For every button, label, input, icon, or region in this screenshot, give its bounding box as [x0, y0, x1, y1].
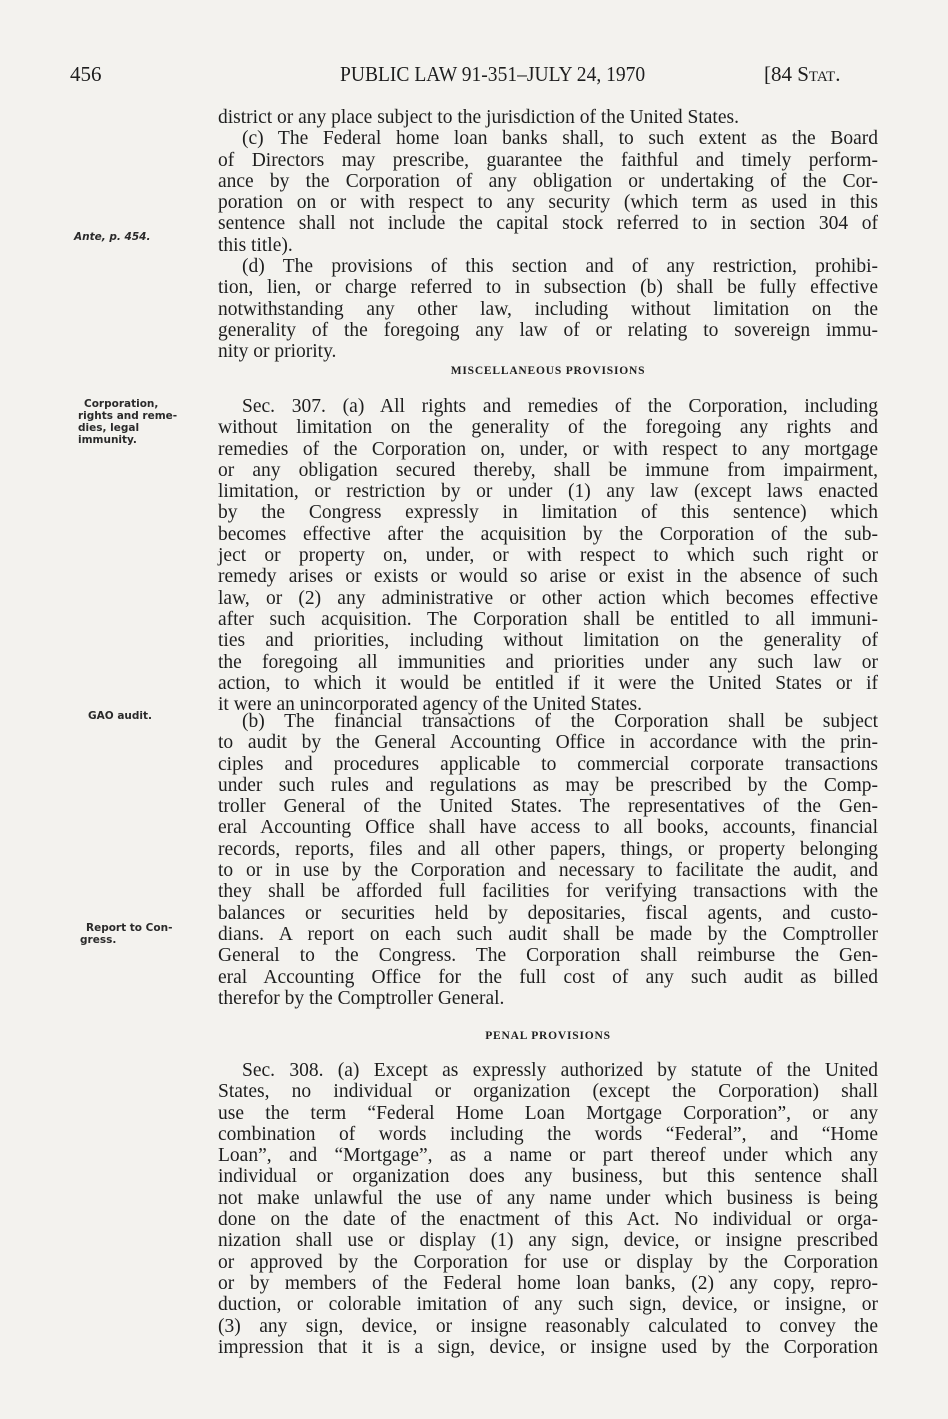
- text-block-sec307b: [218, 711, 878, 1009]
- margin-note-line: Report to Con-: [86, 922, 173, 934]
- text-line: to or in use by the Corporation and necessary to facilitate the audit, and: [218, 860, 878, 882]
- margin-note-line: gress.: [80, 934, 117, 946]
- margin-note-line: rights and reme-: [78, 410, 178, 422]
- text-block-sec307a: [218, 396, 878, 715]
- text-line: by the Congress expressly in limitation of this sentence) which: [218, 502, 878, 524]
- text-line: sentence shall not include the capital stock referred to in section 304 of: [218, 213, 878, 235]
- text-line: law, or (2) any administrative or other action which becomes effective: [218, 587, 878, 609]
- text-line: (3) any sign, device, or insigne reasonably calculated to convey the: [218, 1315, 878, 1337]
- margin-note-report: [80, 922, 172, 946]
- text-line: ties and priorities, including without limitation on the generality of: [218, 630, 878, 652]
- text-line: (c) The Federal home loan banks shall, to such extent as the Board: [242, 128, 878, 150]
- text-line: eral Accounting Office for the full cost of any such audit as billed: [218, 966, 878, 988]
- text-line: records, reports, files and all other papers, things, or property belonging: [218, 838, 878, 860]
- text-line: the foregoing all immunities and priorities under any such law or: [218, 651, 878, 673]
- text-line: under such rules and regulations as may be prescribed by the Comp-: [218, 774, 878, 796]
- text-line: remedy arises or exists or would so arise or exist in the absence of such: [218, 566, 878, 588]
- text-line: to audit by the General Accounting Office in accordance with the prin-: [218, 732, 878, 754]
- text-line: eral Accounting Office shall have access to all books, accounts, financial: [218, 817, 878, 839]
- text-line: of Directors may prescribe, guarantee the faithful and timely perform-: [218, 149, 878, 171]
- text-line: therefor by the Comptroller General.: [218, 987, 505, 1009]
- text-line: poration on or with respect to any security (which term as used in this: [218, 192, 878, 214]
- text-line: combination of words including the words “Federal”, and “Home: [218, 1123, 878, 1145]
- text-line: after such acquisition. The Corporation shall be entitled to all immuni-: [218, 608, 878, 630]
- text-line: tion, lien, or charge referred to in subsection (b) shall be fully effective: [218, 277, 878, 299]
- text-line: remedies of the Corporation on, under, or with respect to any mortgage: [218, 438, 878, 460]
- text-line: or by members of the Federal home loan banks, (2) any copy, repro-: [218, 1272, 878, 1294]
- margin-note-line: immunity.: [78, 434, 137, 446]
- text-line: Sec. 307. (a) All rights and remedies of the Corporation, including: [242, 396, 878, 417]
- text-line: ject or property on, under, or with respect to which such right or: [218, 545, 878, 567]
- text-line: balances or securities held by depositaries, fiscal agents, and custo-: [218, 902, 878, 924]
- text-line: (b) The financial transactions of the Corporation shall be subject: [242, 711, 878, 732]
- text-line: Sec. 308. (a) Except as expressly authorized by statute of the United: [242, 1060, 878, 1081]
- margin-note-line: Corporation,: [84, 398, 159, 410]
- text-line: nity or priority.: [218, 341, 337, 363]
- heading-penal: PENAL PROVISIONS: [485, 1030, 611, 1042]
- text-line: nization shall use or display (1) any sign, device, or insigne prescribed: [218, 1230, 878, 1252]
- text-line: General to the Congress. The Corporation shall reimburse the Gen-: [218, 945, 878, 967]
- heading-miscellaneous: MISCELLANEOUS PROVISIONS: [450, 365, 646, 377]
- text-line: ance by the Corporation of any obligation or undertaking of the Cor-: [218, 170, 878, 192]
- text-line: district or any place subject to the jurisdiction of the United States.: [218, 107, 739, 128]
- text-block-sec308a: [218, 1060, 878, 1358]
- text-line: limitation, or restriction by or under (1) any law (except laws enacted: [218, 481, 878, 503]
- text-line: ciples and procedures applicable to commercial corporate transactions: [218, 753, 878, 775]
- margin-note-line: dies, legal: [78, 422, 140, 434]
- text-line: States, no individual or organization (except the Corporation) shall: [218, 1081, 878, 1103]
- text-block-sec306: [218, 107, 878, 363]
- stat-label: Stat.: [797, 62, 841, 86]
- text-line: it were an unincorporated agency of the United States.: [218, 694, 642, 716]
- margin-note-ante-text: Ante, p. 454.: [74, 231, 151, 243]
- text-line: they shall be afforded full facilities for verifying transactions with the: [218, 881, 878, 903]
- margin-note-ante: [74, 231, 150, 243]
- running-title: PUBLIC LAW 91-351–JULY 24, 1970: [340, 62, 646, 86]
- statute-reference: [764, 62, 840, 87]
- text-line: or approved by the Corporation for use or display by the Corporation: [218, 1251, 878, 1273]
- text-line: impression that it is a sign, device, or insigne used by the Corporation: [218, 1336, 878, 1358]
- text-line: dians. A report on each such audit shall be made by the Comptroller: [218, 923, 878, 945]
- text-line: becomes effective after the acquisition by the Corporation of the sub-: [218, 523, 878, 545]
- text-line: (d) The provisions of this section and of any restriction, prohibi-: [242, 256, 878, 278]
- text-line: duction, or colorable imitation of any such sign, device, or insigne, or: [218, 1294, 878, 1316]
- text-line: or any obligation secured thereby, shall be immune from impairment,: [218, 459, 878, 481]
- text-line: this title).: [218, 234, 293, 256]
- text-line: action, to which it would be entitled if it were the United States or if: [218, 672, 878, 694]
- text-line: use the term “Federal Home Loan Mortgage Corporation”, or any: [218, 1102, 878, 1124]
- page-number: 456: [70, 62, 102, 86]
- stat-volume: [84: [764, 62, 792, 86]
- text-line: troller General of the United States. The representatives of the Gen-: [218, 796, 878, 818]
- margin-note-gao: GAO audit.: [88, 710, 153, 722]
- text-line: notwithstanding any other law, including without limitation on the: [218, 298, 878, 320]
- text-line: generality of the foregoing any law of or relating to sovereign immu-: [218, 319, 878, 341]
- text-line: not make unlawful the use of any name under which business is being: [218, 1187, 878, 1209]
- text-line: done on the date of the enactment of this Act. No individual or orga-: [218, 1209, 878, 1231]
- margin-note-immunity: [78, 398, 177, 446]
- text-line: individual or organization does any business, but this sentence shall: [218, 1166, 878, 1188]
- text-line: Loan”, and “Mortgage”, as a name or part thereof under which any: [218, 1145, 878, 1167]
- text-line: without limitation on the generality of the foregoing any rights and: [218, 417, 878, 439]
